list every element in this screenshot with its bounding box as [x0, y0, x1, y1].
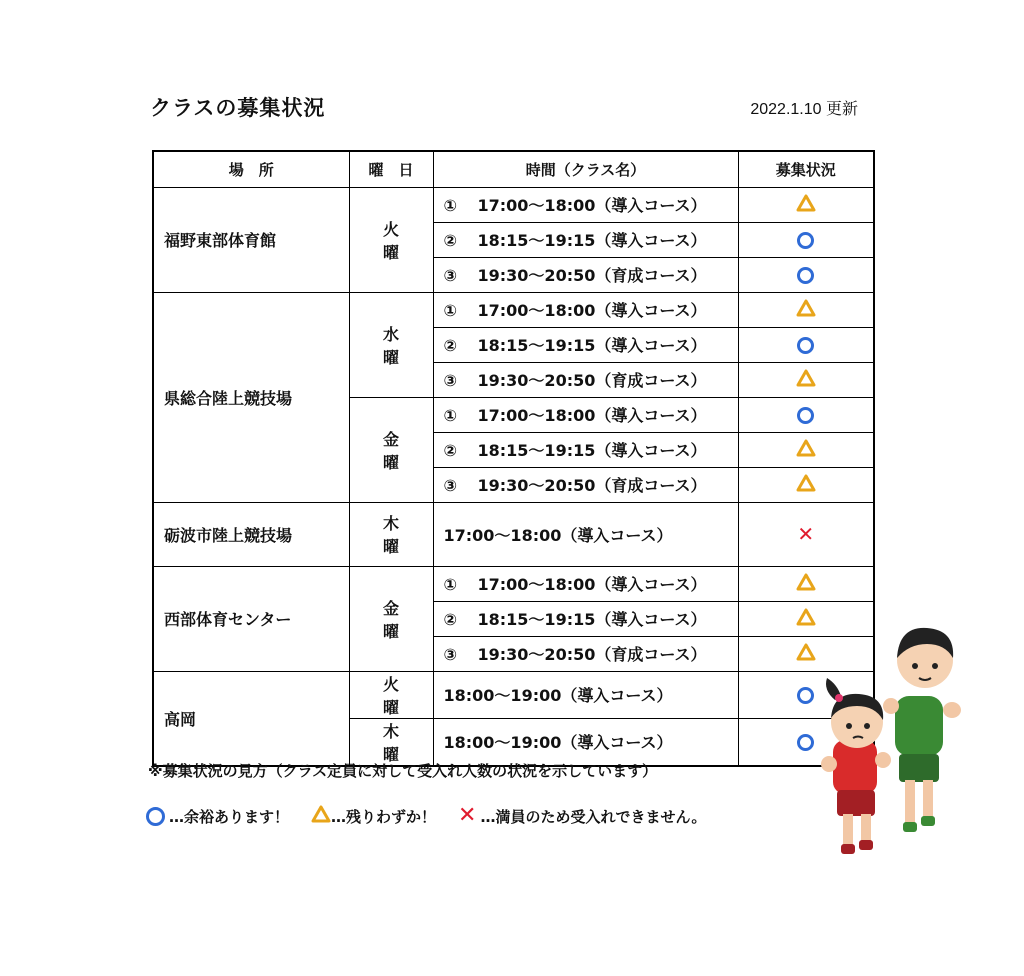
day-cell: 木 曜: [349, 502, 433, 566]
time-cell: [433, 187, 738, 222]
place-cell: 福野東部体育館: [153, 187, 349, 292]
slot-number: ③: [443, 645, 458, 664]
time-text: 17:00〜18:00（導入コース）: [477, 301, 707, 320]
triangle-icon: [796, 439, 816, 461]
circle-icon: [797, 267, 814, 284]
slot-number: ②: [443, 231, 458, 250]
triangle-icon: [796, 643, 816, 665]
triangle-icon: [796, 299, 816, 321]
time-cell: [433, 467, 738, 502]
slot-number: ②: [443, 610, 458, 629]
status-cell: [738, 502, 874, 566]
status-cell: [738, 257, 874, 292]
circle-icon: [797, 232, 814, 249]
girl-figure: [821, 678, 891, 854]
boy-figure: [883, 628, 961, 832]
time-text: 18:00〜19:00（導入コース）: [443, 733, 673, 752]
time-text: 17:00〜18:00（導入コース）: [443, 525, 673, 545]
time-cell: [433, 636, 738, 671]
day-cell: 火 曜: [349, 187, 433, 292]
time-text: 19:30〜20:50（育成コース）: [477, 645, 707, 664]
time-cell: [433, 257, 738, 292]
legend-circle-label: …余裕あります！: [169, 807, 290, 826]
time-text: 19:30〜20:50（育成コース）: [477, 371, 707, 390]
circle-icon: [797, 734, 814, 751]
triangle-icon: [796, 573, 816, 595]
time-cell: [433, 566, 738, 601]
status-cell: [738, 362, 874, 397]
slot-number: ②: [443, 441, 458, 460]
time-cell: [433, 671, 738, 718]
table-row: [153, 187, 874, 222]
time-text: 17:00〜18:00（導入コース）: [477, 406, 707, 425]
slot-number: ①: [443, 196, 458, 215]
place-cell: 高岡: [153, 671, 349, 766]
triangle-icon: [796, 369, 816, 391]
time-cell: [433, 327, 738, 362]
header-time: 時間（クラス名）: [433, 151, 738, 187]
day-cell: 木 曜: [349, 718, 433, 766]
time-cell: [433, 432, 738, 467]
page-title: クラスの募集状況: [150, 96, 326, 120]
time-text: 19:30〜20:50（育成コース）: [477, 266, 707, 285]
header-place: 場 所: [153, 151, 349, 187]
slot-number: ③: [443, 266, 458, 285]
time-text: 18:15〜19:15（導入コース）: [477, 610, 707, 629]
slot-number: ①: [443, 301, 458, 320]
running-kids-illustration: [815, 618, 975, 863]
status-cell: [738, 566, 874, 601]
place-cell: 西部体育センター: [153, 566, 349, 671]
time-cell: [433, 362, 738, 397]
time-text: 19:30〜20:50（育成コース）: [477, 476, 707, 495]
table-row: [153, 671, 874, 718]
time-text: 18:15〜19:15（導入コース）: [477, 441, 707, 460]
time-cell: [433, 601, 738, 636]
status-cell: [738, 187, 874, 222]
triangle-icon: [796, 608, 816, 630]
time-cell: [433, 222, 738, 257]
time-text: 17:00〜18:00（導入コース）: [477, 196, 707, 215]
time-cell: [433, 718, 738, 766]
triangle-icon: [796, 474, 816, 496]
time-text: 18:15〜19:15（導入コース）: [477, 336, 707, 355]
status-legend: [146, 805, 728, 827]
header-day: 曜 日: [349, 151, 433, 187]
place-cell: 県総合陸上競技場: [153, 292, 349, 502]
slot-number: ①: [443, 406, 458, 425]
triangle-icon: [311, 805, 331, 827]
slot-number: ①: [443, 575, 458, 594]
circle-icon: [146, 807, 165, 826]
place-cell: 砺波市陸上競技場: [153, 502, 349, 566]
legend-triangle: [311, 805, 436, 827]
day-cell: 火 曜: [349, 671, 433, 718]
legend-cross-label: …満員のため受入れできません。: [480, 807, 707, 826]
update-date: 2022.1.10 更新: [750, 101, 858, 118]
circle-icon: [797, 337, 814, 354]
status-cell: [738, 222, 874, 257]
day-cell: 水 曜: [349, 292, 433, 397]
schedule-table: [152, 150, 875, 767]
time-cell: [433, 502, 738, 566]
table-row: [153, 502, 874, 566]
legend-triangle-label: …残りわずか！: [331, 807, 437, 826]
table-header: [153, 151, 874, 187]
cross-icon: ✕: [458, 803, 477, 828]
time-text: 17:00〜18:00（導入コース）: [477, 575, 707, 594]
circle-icon: [797, 687, 814, 704]
circle-icon: [797, 407, 814, 424]
header-status: 募集状況: [738, 151, 874, 187]
table-row: [153, 566, 874, 601]
status-cell: [738, 432, 874, 467]
time-text: 18:00〜19:00（導入コース）: [443, 686, 673, 705]
time-text: 18:15〜19:15（導入コース）: [477, 231, 707, 250]
slot-number: ③: [443, 371, 458, 390]
slot-number: ③: [443, 476, 458, 495]
day-cell: 金 曜: [349, 566, 433, 671]
table-row: [153, 292, 874, 327]
legend-note: ※募集状況の見方（クラス定員に対して受入れ人数の状況を示しています）: [148, 762, 658, 780]
triangle-icon: [796, 194, 816, 216]
legend-cross: [458, 805, 706, 827]
status-cell: [738, 397, 874, 432]
status-cell: [738, 327, 874, 362]
status-cell: [738, 292, 874, 327]
cross-icon: ✕: [797, 522, 815, 547]
legend-circle: [146, 806, 289, 827]
time-cell: [433, 292, 738, 327]
day-cell: 金 曜: [349, 397, 433, 502]
status-cell: [738, 467, 874, 502]
slot-number: ②: [443, 336, 458, 355]
time-cell: [433, 397, 738, 432]
